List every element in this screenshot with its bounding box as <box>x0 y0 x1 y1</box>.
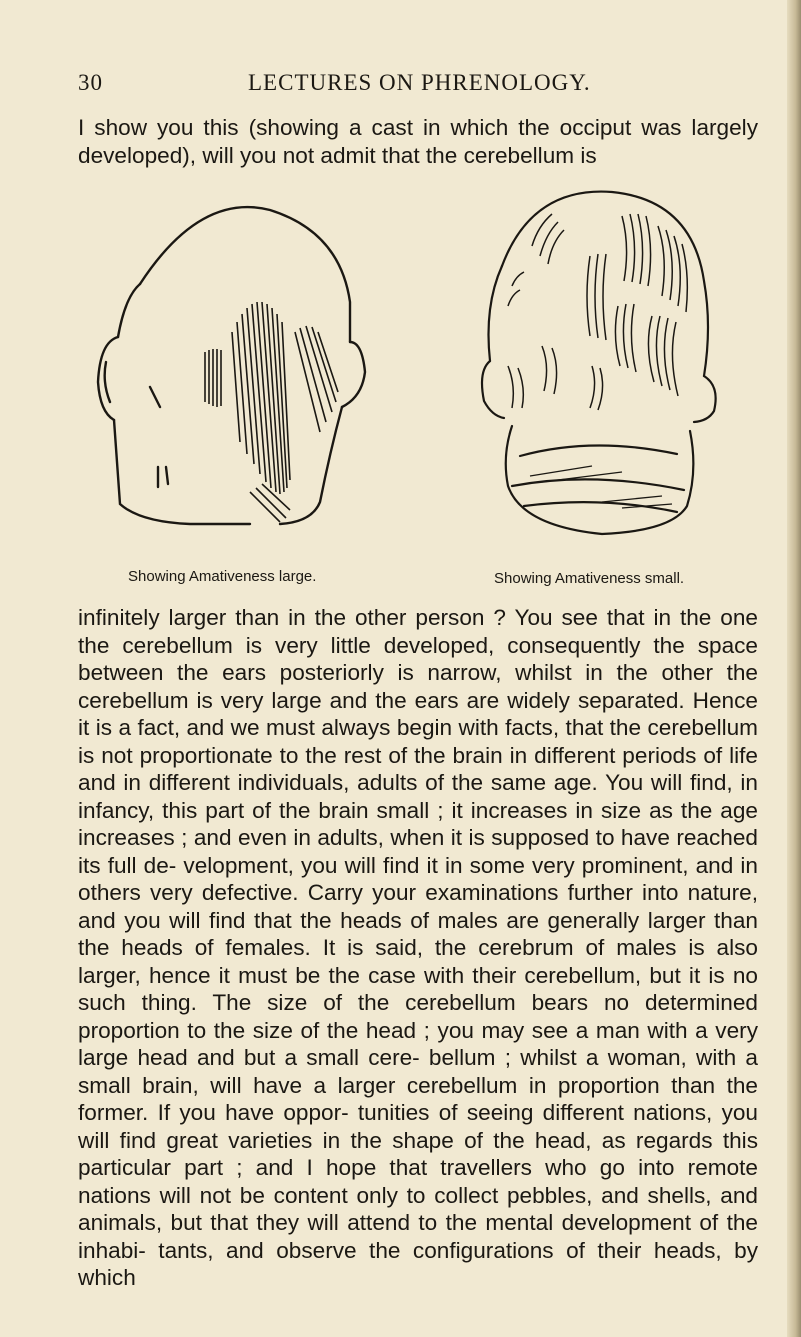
caption-amativeness-small: Showing Amativeness small. <box>494 570 685 587</box>
head-outline-large-illustration <box>80 192 380 552</box>
running-title: LECTURES ON PHRENOLOGY. <box>248 70 591 95</box>
running-head <box>78 70 758 102</box>
head-with-hair-illustration <box>472 186 727 556</box>
paragraph-top: I show you this (showing a cast in which the occiput was largely developed), will you not admit that the cerebellum is <box>78 115 758 168</box>
caption-amativeness-large: Showing Amativeness large. <box>128 568 317 585</box>
paragraph-main: infinitely larger than in the other person ? You see that in the one the cerebellum is very little developed, consequently the space between the ears posteriorly is narrow, whilst in the other the cerebellum is very large and the ears are widely separated. Hence it is a fact, and we must always begin with facts, that the cerebellum is not proportionate to the rest of the brain in different periods of life and in different individuals, adults of the same age. You will find, in infancy, this part of the brain small ; it increases in size as the age increases ; and even in adults, when it is supposed to have reached its full de- velopment, you will find it in some very prominent, and in others very defective. Carry your examinations further into nature, and you will find that the heads of males are generally larger than the heads of females. It is said, the cerebrum of males is also larger, hence it must be the case with their cerebellum, but it is no such thing. The size of the cerebellum bears no determined proportion to the size of the head ; you may see a man with a very large head and but a small cere- bellum ; whilst a woman, with a small brain, will have a larger cerebellum in proportion than the former. If you have oppor- tunities of seeing different nations, you will find great varieties in the shape of the head, as regards this particular part ; and I hope that travellers who go into remote nations will not be content only to collect pebbles, and shells, and animals, but that they will attend to the mental development of the inhabi- tants, and observe the configurations of their heads, by which <box>78 605 758 1290</box>
figure-amativeness-small <box>472 186 727 556</box>
figure-amativeness-large <box>80 192 380 552</box>
page-edge <box>787 0 801 1337</box>
page-number: 30 <box>78 70 103 95</box>
